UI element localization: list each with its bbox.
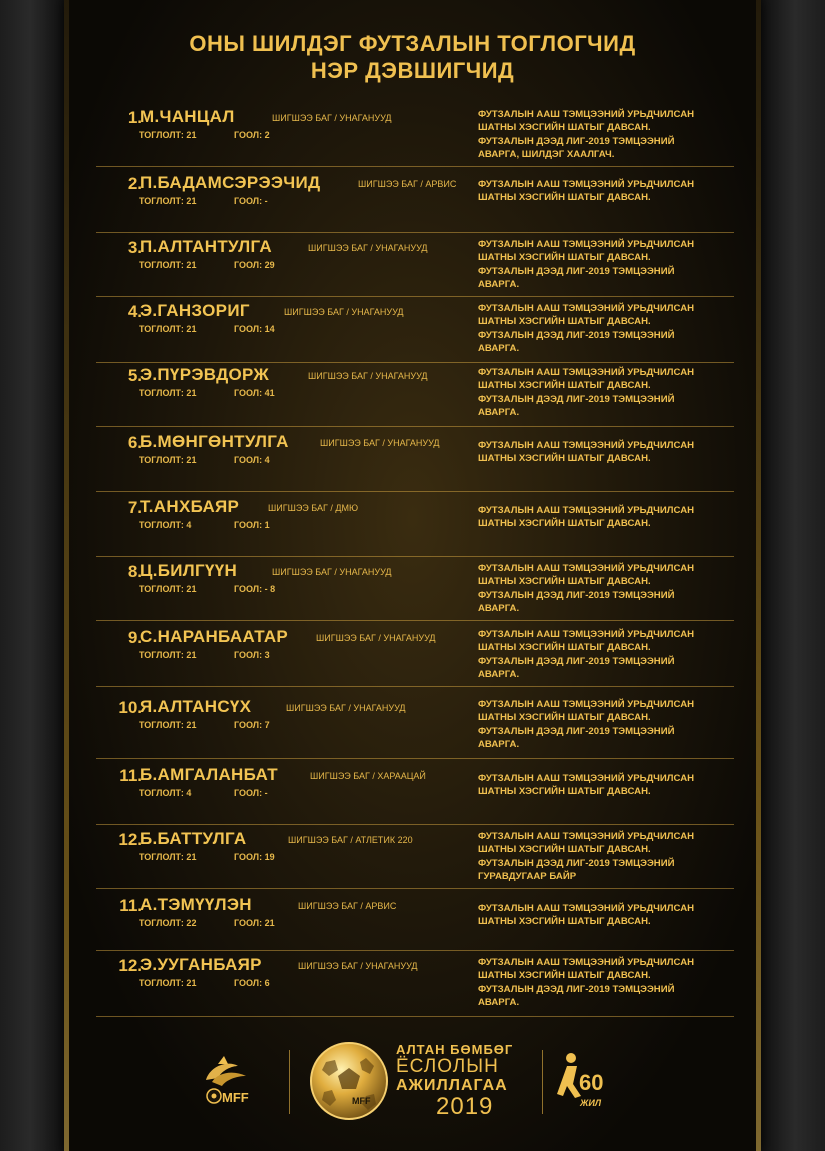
nominee-games: ТОГЛОЛТ: 21 <box>139 324 197 334</box>
achievement-line: ФУТЗАЛЫН ААШ ТЭМЦЭЭНИЙ УРЬДЧИЛСАН <box>478 699 695 710</box>
nominee-games: ТОГЛОЛТ: 21 <box>139 196 197 206</box>
nominee-goals: ГООЛ: 14 <box>234 324 275 334</box>
nominee-name: М.ЧАНЦАЛ <box>140 107 235 126</box>
achievement-line: ШАТНЫ ХЭСГИЙН ШАТЫГ ДАВСАН. <box>478 316 651 328</box>
achievement-line: ШАТНЫ ХЭСГИЙН ШАТЫГ ДАВСАН. <box>478 380 651 392</box>
nominee-name: Э.УУГАНБАЯР <box>140 955 262 974</box>
nominee-achievements <box>478 504 734 531</box>
nominee-goals: ГООЛ: 41 <box>234 388 275 398</box>
nominee-name: Я.АЛТАНСҮХ <box>140 697 252 716</box>
nominee-team: ШИГШЭЭ БАГ / АТЛЕТИК 220 <box>288 835 413 845</box>
nominee-number: 8. <box>127 562 142 581</box>
footer-logos <box>64 1040 761 1130</box>
nominee-achievements <box>478 830 734 883</box>
achievement-line: АВАРГА, ШИЛДЭГ ХААЛГАЧ. <box>478 148 615 160</box>
achievement-line: ШАТНЫ ХЭСГИЙН ШАТЫГ ДАВСАН. <box>478 916 651 928</box>
achievement-line: ФУТЗАЛЫН ДЭЭД ЛИГ-2019 ТЭМЦЭЭНИЙ <box>478 725 675 737</box>
nominee-team: ШИГШЭЭ БАГ / ХАРААЦАЙ <box>310 771 426 781</box>
nominee-number: 3. <box>127 238 142 257</box>
nominee-games: ТОГЛОЛТ: 21 <box>139 720 197 730</box>
nominee-achievements <box>478 108 734 161</box>
nominee-number: 6. <box>127 433 142 452</box>
achievement-line: ШАТНЫ ХЭСГИЙН ШАТЫГ ДАВСАН. <box>478 844 651 856</box>
achievement-line: ФУТЗАЛЫН ААШ ТЭМЦЭЭНИЙ УРЬДЧИЛСАН <box>478 109 695 120</box>
nominee-games: ТОГЛОЛТ: 4 <box>139 788 192 798</box>
achievement-line: ШАТНЫ ХЭСГИЙН ШАТЫГ ДАВСАН. <box>478 786 651 798</box>
nominee-games: ТОГЛОЛТ: 21 <box>139 650 197 660</box>
achievement-line: ФУТЗАЛЫН ДЭЭД ЛИГ-2019 ТЭМЦЭЭНИЙ <box>478 655 675 667</box>
nominee-name: Э.ПҮРЭВДОРЖ <box>140 365 270 384</box>
achievement-line: ГУРАВДУГААР БАЙР <box>478 870 577 882</box>
nominee-games: ТОГЛОЛТ: 21 <box>139 388 197 398</box>
nominee-team: ШИГШЭЭ БАГ / УНАГАНУУД <box>308 243 428 253</box>
achievement-line: ШАТНЫ ХЭСГИЙН ШАТЫГ ДАВСАН. <box>478 642 651 654</box>
nominee-number: 1. <box>127 108 142 127</box>
nominee-entry <box>96 366 734 427</box>
nominee-achievements <box>478 902 734 929</box>
gold-edge-right <box>756 0 761 1151</box>
nominee-entry <box>96 956 734 1017</box>
achievement-line: ФУТЗАЛЫН ААШ ТЭМЦЭЭНИЙ УРЬДЧИЛСАН <box>478 239 695 250</box>
achievement-line: ФУТЗАЛЫН ААШ ТЭМЦЭЭНИЙ УРЬДЧИЛСАН <box>478 303 695 314</box>
achievement-line: ШАТНЫ ХЭСГИЙН ШАТЫГ ДАВСАН. <box>478 518 651 530</box>
nominee-team: ШИГШЭЭ БАГ / УНАГАНУУД <box>308 371 428 381</box>
nominee-goals: ГООЛ: - 8 <box>234 584 276 594</box>
nominee-goals: ГООЛ: 2 <box>234 130 270 140</box>
nominee-games: ТОГЛОЛТ: 21 <box>139 978 197 988</box>
gold-edge-left <box>64 0 69 1151</box>
achievement-line: ФУТЗАЛЫН ААШ ТЭМЦЭЭНИЙ УРЬДЧИЛСАН <box>478 179 695 190</box>
nominee-achievements <box>478 366 734 419</box>
ball-logo-text: MFF <box>352 1096 371 1106</box>
nominee-games: ТОГЛОЛТ: 22 <box>139 918 197 928</box>
achievement-line: ФУТЗАЛЫН ДЭЭД ЛИГ-2019 ТЭМЦЭЭНИЙ <box>478 265 675 277</box>
achievement-line: ШАТНЫ ХЭСГИЙН ШАТЫГ ДАВСАН. <box>478 252 651 264</box>
nominee-team: ШИГШЭЭ БАГ / АРВИС <box>358 179 457 189</box>
nominee-achievements <box>478 238 734 291</box>
event-line-2: ЁСЛОЛЫН <box>396 1056 499 1077</box>
nominee-entry <box>96 698 734 759</box>
nominee-goals: ГООЛ: - <box>234 788 268 798</box>
nominee-number: 9. <box>127 628 142 647</box>
mff-logo-icon <box>198 1052 258 1112</box>
nominee-number: 11. <box>119 766 142 785</box>
nominee-name: Б.АМГАЛАНБАТ <box>140 765 278 784</box>
nominee-name: Б.МӨНГӨНТУЛГА <box>140 432 289 451</box>
mff-logo-text: MFF <box>222 1090 249 1105</box>
event-line-1: АЛТАН БӨМБӨГ <box>396 1042 514 1057</box>
achievement-line: ФУТЗАЛЫН ААШ ТЭМЦЭЭНИЙ УРЬДЧИЛСАН <box>478 629 695 640</box>
nominee-games: ТОГЛОЛТ: 21 <box>139 130 197 140</box>
nominee-goals: ГООЛ: 3 <box>234 650 270 660</box>
nominee-number: 12. <box>118 956 142 975</box>
achievement-line: ШАТНЫ ХЭСГИЙН ШАТЫГ ДАВСАН. <box>478 576 651 588</box>
achievement-line: ШАТНЫ ХЭСГИЙН ШАТЫГ ДАВСАН. <box>478 122 651 134</box>
event-line-3: АЖИЛЛАГАА <box>396 1077 508 1094</box>
achievement-line: ФУТЗАЛЫН ДЭЭД ЛИГ-2019 ТЭМЦЭЭНИЙ <box>478 983 675 995</box>
event-title <box>396 1042 513 1119</box>
nominee-team: ШИГШЭЭ БАГ / УНАГАНУУД <box>286 703 406 713</box>
nominee-name: С.НАРАНБААТАР <box>140 627 289 646</box>
nominee-games: ТОГЛОЛТ: 21 <box>139 455 197 465</box>
achievement-line: ФУТЗАЛЫН ААШ ТЭМЦЭЭНИЙ УРЬДЧИЛСАН <box>478 440 695 451</box>
title-line-1: ОНЫ ШИЛДЭГ ФУТЗАЛЫН ТОГЛОГЧИД <box>189 31 636 56</box>
nominee-team: ШИГШЭЭ БАГ / УНАГАНУУД <box>298 961 418 971</box>
achievement-line: АВАРГА. <box>478 996 520 1008</box>
golden-ball-icon <box>308 1040 390 1122</box>
achievement-line: ФУТЗАЛЫН ДЭЭД ЛИГ-2019 ТЭМЦЭЭНИЙ <box>478 329 675 341</box>
nominee-team: ШИГШЭЭ БАГ / УНАГАНУУД <box>272 113 392 123</box>
achievement-line: ШАТНЫ ХЭСГИЙН ШАТЫГ ДАВСАН. <box>478 712 651 724</box>
nominee-team: ШИГШЭЭ БАГ / УНАГАНУУД <box>320 438 440 448</box>
anniversary-label: ЖИЛ <box>580 1098 602 1108</box>
nominee-goals: ГООЛ: 1 <box>234 520 270 530</box>
nominee-team: ШИГШЭЭ БАГ / УНАГАНУУД <box>272 567 392 577</box>
nominee-achievements <box>478 772 734 799</box>
event-year: 2019 <box>436 1093 494 1120</box>
achievement-line: АВАРГА. <box>478 602 520 614</box>
nominee-goals: ГООЛ: 29 <box>234 260 275 270</box>
nominee-team: ШИГШЭЭ БАГ / ДМЮ <box>268 503 359 513</box>
nominee-number: 7. <box>127 498 142 517</box>
nominee-team: ШИГШЭЭ БАГ / УНАГАНУУД <box>316 633 436 643</box>
nominee-entry <box>96 174 734 233</box>
nominee-entry <box>96 302 734 363</box>
nominee-games: ТОГЛОЛТ: 21 <box>139 852 197 862</box>
nominee-achievements <box>478 956 734 1009</box>
achievement-line: АВАРГА. <box>478 738 520 750</box>
achievement-line: ШАТНЫ ХЭСГИЙН ШАТЫГ ДАВСАН. <box>478 192 651 204</box>
poster-title <box>64 30 761 84</box>
nominee-number: 11. <box>119 896 142 915</box>
achievement-line: ФУТЗАЛЫН ААШ ТЭМЦЭЭНИЙ УРЬДЧИЛСАН <box>478 773 695 784</box>
nominee-number: 2. <box>127 174 142 193</box>
nominee-name: П.АЛТАНТУЛГА <box>140 237 272 256</box>
achievement-line: ФУТЗАЛЫН ААШ ТЭМЦЭЭНИЙ УРЬДЧИЛСАН <box>478 831 695 842</box>
nominee-achievements <box>478 698 734 751</box>
nominee-achievements <box>478 439 734 466</box>
nominee-number: 12. <box>118 830 142 849</box>
nominee-games: ТОГЛОЛТ: 21 <box>139 260 197 270</box>
nominee-achievements <box>478 302 734 355</box>
nominee-name: Ц.БИЛГҮҮН <box>140 561 238 580</box>
achievement-line: ФУТЗАЛЫН ДЭЭД ЛИГ-2019 ТЭМЦЭЭНИЙ <box>478 589 675 601</box>
achievement-line: ФУТЗАЛЫН ААШ ТЭМЦЭЭНИЙ УРЬДЧИЛСАН <box>478 957 695 968</box>
anniversary-number: 60 <box>579 1070 604 1095</box>
nominee-entry <box>96 830 734 889</box>
nominee-team: ШИГШЭЭ БАГ / АРВИС <box>298 901 397 911</box>
title-line-2: НЭР ДЭВШИГЧИД <box>310 58 515 83</box>
divider-left <box>289 1050 290 1114</box>
nominee-name: Э.ГАНЗОРИГ <box>140 301 250 320</box>
nominee-achievements <box>478 562 734 615</box>
nominee-goals: ГООЛ: 7 <box>234 720 270 730</box>
achievement-line: АВАРГА. <box>478 342 520 354</box>
nominee-goals: ГООЛ: 21 <box>234 918 275 928</box>
poster-board <box>64 0 761 1151</box>
nominee-team: ШИГШЭЭ БАГ / УНАГАНУУД <box>284 307 404 317</box>
achievement-line: АВАРГА. <box>478 406 520 418</box>
nominee-name: А.ТЭМҮҮЛЭН <box>140 895 252 914</box>
nominee-entry <box>96 433 734 492</box>
nominee-number: 5. <box>127 366 142 385</box>
nominee-entry <box>96 108 734 167</box>
nominee-name: Т.АНХБАЯР <box>140 497 240 516</box>
nominee-name: П.БАДАМСЭРЭЭЧИД <box>140 173 321 192</box>
achievement-line: АВАРГА. <box>478 668 520 680</box>
nominee-goals: ГООЛ: - <box>234 196 268 206</box>
achievement-line: ФУТЗАЛЫН ДЭЭД ЛИГ-2019 ТЭМЦЭЭНИЙ <box>478 393 675 405</box>
nominee-number: 10. <box>118 698 142 717</box>
achievement-line: ФУТЗАЛЫН ААШ ТЭМЦЭЭНИЙ УРЬДЧИЛСАН <box>478 367 695 378</box>
achievement-line: ФУТЗАЛЫН ААШ ТЭМЦЭЭНИЙ УРЬДЧИЛСАН <box>478 505 695 516</box>
nominee-entry <box>96 766 734 825</box>
divider-right <box>542 1050 543 1114</box>
nominee-achievements <box>478 178 734 205</box>
nominee-goals: ГООЛ: 6 <box>234 978 270 988</box>
achievement-line: ФУТЗАЛЫН ААШ ТЭМЦЭЭНИЙ УРЬДЧИЛСАН <box>478 903 695 914</box>
nominee-goals: ГООЛ: 4 <box>234 455 270 465</box>
nominee-entry <box>96 896 734 951</box>
nominee-goals: ГООЛ: 19 <box>234 852 275 862</box>
achievement-line: ФУТЗАЛЫН ДЭЭД ЛИГ-2019 ТЭМЦЭЭНИЙ <box>478 857 675 869</box>
nominee-games: ТОГЛОЛТ: 21 <box>139 584 197 594</box>
nominee-number: 4. <box>127 302 142 321</box>
achievement-line: АВАРГА. <box>478 278 520 290</box>
nominee-name: Б.БАТТУЛГА <box>140 829 247 848</box>
nominee-entry <box>96 238 734 297</box>
nominee-entry <box>96 498 734 557</box>
nominee-entry <box>96 628 734 687</box>
achievement-line: ШАТНЫ ХЭСГИЙН ШАТЫГ ДАВСАН. <box>478 453 651 465</box>
achievement-line: ФУТЗАЛЫН ДЭЭД ЛИГ-2019 ТЭМЦЭЭНИЙ <box>478 135 675 147</box>
nominee-achievements <box>478 628 734 681</box>
achievement-line: ФУТЗАЛЫН ААШ ТЭМЦЭЭНИЙ УРЬДЧИЛСАН <box>478 563 695 574</box>
nominee-entry <box>96 562 734 621</box>
nominee-games: ТОГЛОЛТ: 4 <box>139 520 192 530</box>
achievement-line: ШАТНЫ ХЭСГИЙН ШАТЫГ ДАВСАН. <box>478 970 651 982</box>
